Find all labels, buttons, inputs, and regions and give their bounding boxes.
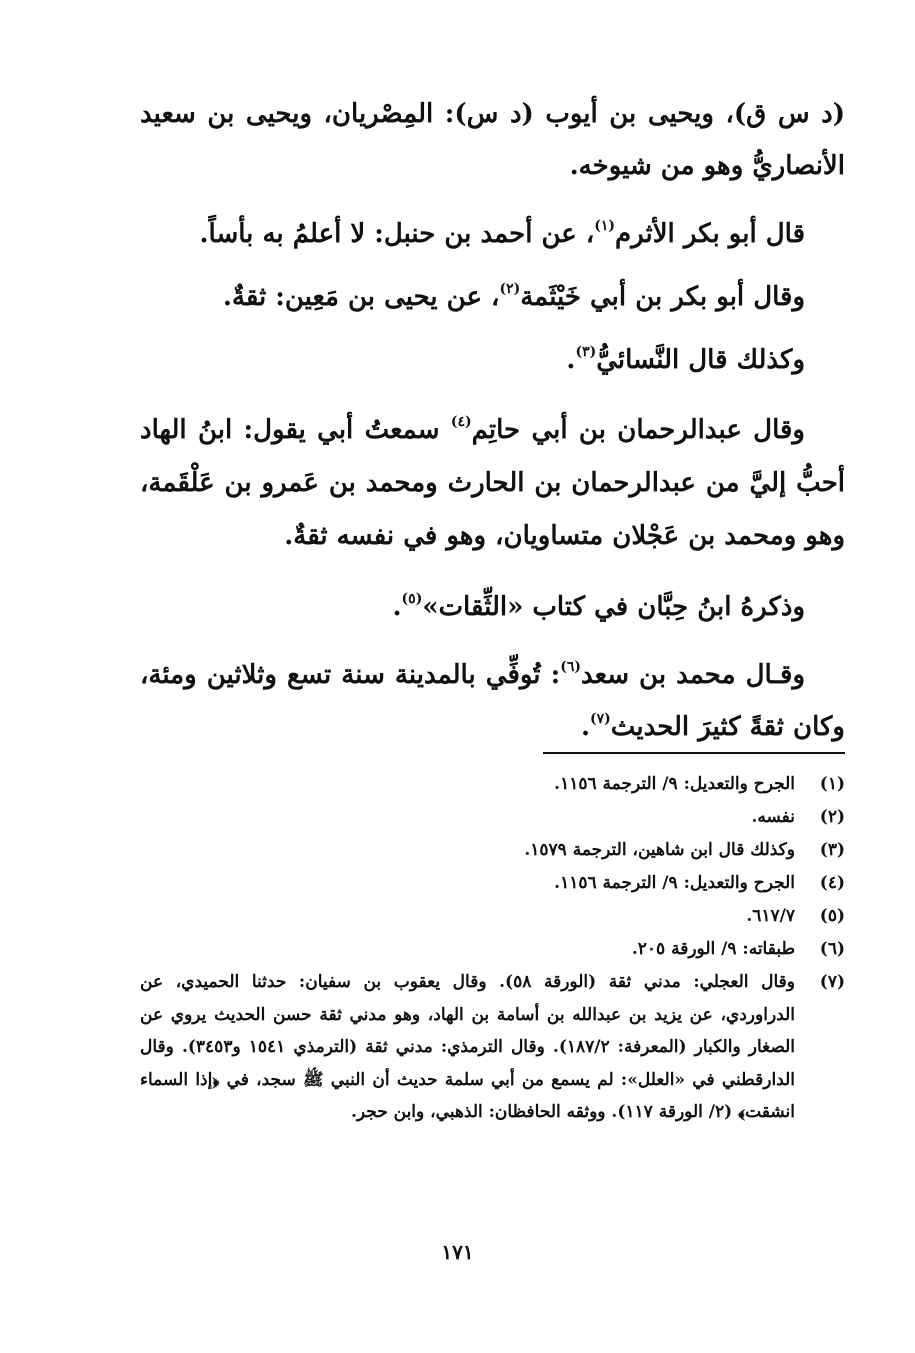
footnote-number: (٥) [819, 906, 845, 926]
paragraph-7-text-b: : تُوفِّي بالمدينة سنة تسع وثلاثين ومئة، وكان ثقةً كثيرَ الحديث [140, 660, 845, 742]
footnote-number: (١) [819, 774, 845, 794]
footnote-ref-7[interactable]: (٧) [590, 711, 611, 727]
paragraph-4 [140, 334, 845, 386]
footnote-number: (٧) [819, 972, 845, 992]
footnote-ref-4[interactable]: (٤) [450, 414, 472, 430]
footnote-number: (٦) [819, 939, 845, 959]
footnote-ref-2[interactable]: (٢) [499, 281, 521, 297]
main-text [140, 88, 845, 753]
footnote-3 [140, 834, 845, 867]
footnote-text: وكذلك قال ابن شاهين، الترجمة ١٥٧٩. [524, 840, 795, 860]
footnote-1 [140, 768, 845, 801]
footnote-text: طبقاته: ٩/ الورقة ٢٠٥. [631, 939, 795, 959]
footnote-text: نفسه. [751, 807, 795, 827]
paragraph-3-text-a: وقال أبو بكر بن أبي خَيْثَمة [520, 282, 805, 312]
footnote-text: الجرح والتعديل: ٩/ الترجمة ١١٥٦. [554, 774, 795, 794]
paragraph-7-text-c: . [580, 712, 591, 742]
footnote-number: (٢) [819, 807, 845, 827]
footnote-6 [140, 933, 845, 966]
paragraph-4-text-a: وكذلك قال النَّسائيُّ [596, 345, 805, 375]
paragraph-5-text-a: وقال عبدالرحمان بن أبي حاتِم [471, 415, 805, 445]
paragraph-1 [140, 88, 845, 192]
footnote-7 [140, 966, 845, 1129]
paragraph-4-text-b: . [566, 345, 576, 375]
paragraph-5 [140, 404, 845, 563]
paragraph-7 [140, 649, 845, 753]
footnote-2 [140, 801, 845, 834]
footnote-text: وقال العجلي: مدني ثقة (الورقة ٥٨). وقال يعقوب بن سفيان: حدثنا الحميدي، عن الدراوردي، عن يزيد بن عبدالله بن أسامة بن الهاد، وهو مدني ثقة حسن الحديث يروي عن الصغار والكبار (المعرفة: ١٨٧/٢). وقال الترمذي: مدني ثقة (الترمذي ١٥٤١ و٣٤٥٣). وقال الدارقطني في «العلل»: لم يسمع من أبي سلمة حديث أن النبي ﷺ سجد، في ﴿إذا السماء انشقت﴾ (٢/ الورقة ١١٧). ووثقه الحافظان: الذهبي، وابن حجر. [140, 972, 795, 1122]
footnote-5 [140, 900, 845, 933]
footnote-divider [543, 752, 845, 754]
page-number: ١٧١ [441, 1240, 474, 1264]
footnotes [140, 768, 845, 1129]
paragraph-3-text-b: ، عن يحيى بن مَعِين: ثقةٌ. [222, 282, 500, 312]
footnote-number: (٤) [819, 873, 845, 893]
paragraph-6 [140, 581, 845, 633]
paragraph-7-text-a: وقـال محمد بن سعد [581, 660, 805, 690]
footnote-ref-6[interactable]: (٦) [560, 659, 581, 675]
paragraph-2-text-b: ، عن أحمد بن حنبل: لا أعلمُ به بأساً. [199, 219, 595, 249]
footnote-ref-5[interactable]: (٥) [401, 591, 423, 607]
paragraph-5-text-b: سمعتُ أبي يقول: ابنُ الهاد أحبُّ إليَّ من عبدالرحمان بن الحارث ومحمد بن عَمرو بن عَلْقَمة، وهو ومحمد بن عَجْلان متساويان، وهو في نفسه ثقةٌ. [140, 415, 845, 551]
paragraph-1-text: (د س ق)، ويحيى بن أيوب (د س): المِصْريان، ويحيى بن سعيد الأنصاريُّ وهو من شيوخه. [140, 99, 845, 181]
paragraph-2-text-a: قال أبو بكر الأثرم [615, 219, 805, 249]
paragraph-6-text-a: وذكرهُ ابنُ حِبَّان في كتاب «الثِّقات» [422, 592, 805, 622]
footnote-number: (٣) [819, 840, 845, 860]
paragraph-2 [140, 208, 845, 260]
paragraph-3 [140, 271, 845, 323]
footnote-4 [140, 867, 845, 900]
footnote-ref-3[interactable]: (٣) [575, 344, 597, 360]
paragraph-6-text-b: . [392, 592, 402, 622]
footnote-text: الجرح والتعديل: ٩/ الترجمة ١١٥٦. [554, 873, 795, 893]
footnote-text: ٦١٧/٧. [746, 906, 795, 926]
footnote-ref-1[interactable]: (١) [594, 218, 616, 234]
